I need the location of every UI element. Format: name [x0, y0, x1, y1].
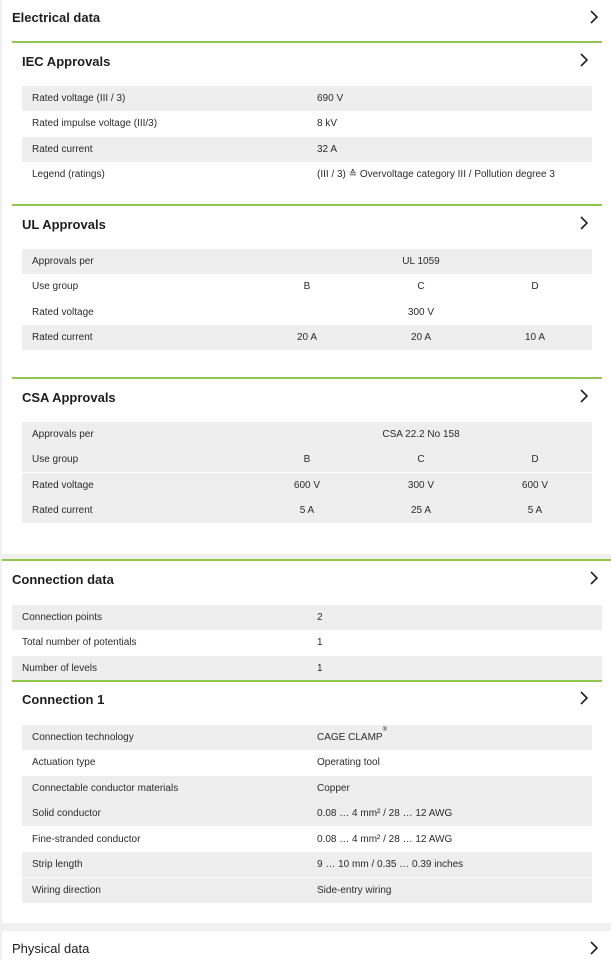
row-label: Connection points — [22, 612, 103, 623]
row-label: Rated current — [32, 505, 93, 516]
row-value: 300 V — [407, 307, 435, 318]
row-label: Strip length — [32, 859, 83, 870]
current-d: 10 A — [524, 332, 546, 343]
table-row — [12, 630, 602, 655]
row-value: UL 1059 — [402, 256, 440, 267]
row-value: 2 — [317, 612, 323, 623]
row-label: Rated voltage — [32, 480, 94, 491]
physical-data-chevron-right-icon[interactable] — [586, 940, 602, 956]
table-row — [22, 86, 592, 111]
row-value — [317, 725, 387, 750]
table-row — [22, 325, 592, 350]
table-row — [22, 878, 592, 903]
current-b: 20 A — [296, 332, 318, 343]
table-row — [22, 300, 592, 325]
current-c: 25 A — [410, 505, 432, 516]
connection-1-divider — [12, 680, 602, 682]
physical-data-section[interactable] — [2, 931, 611, 960]
row-value: 0.08 … 4 mm² / 28 … 12 AWG — [317, 808, 453, 819]
electrical-data-chevron-right-icon[interactable] — [586, 9, 602, 25]
row-label: Fine-stranded conductor — [32, 834, 141, 845]
ul-divider — [12, 204, 602, 206]
row-value: Operating tool — [317, 757, 380, 768]
row-label: Rated current — [32, 332, 93, 343]
row-value: (III / 3) ≙ Overvoltage category III / Pollution degree 3 — [317, 169, 555, 180]
current-c: 20 A — [410, 332, 432, 343]
electrical-data-section — [2, 0, 611, 554]
row-label: Approvals per — [32, 256, 94, 267]
table-row — [22, 422, 592, 447]
voltage-b: 600 V — [293, 480, 321, 491]
table-row — [22, 137, 592, 162]
table-row — [22, 111, 592, 136]
row-label: Wiring direction — [32, 885, 101, 896]
table-row — [22, 852, 592, 877]
row-value: Copper — [317, 783, 350, 794]
iec-approvals-chevron-right-icon[interactable] — [576, 52, 592, 68]
table-row — [22, 473, 592, 498]
ul-approvals-table — [22, 249, 592, 351]
ul-approvals-title: UL Approvals — [22, 217, 106, 232]
row-value: CSA 22.2 No 158 — [382, 429, 460, 440]
row-label: Connection technology — [32, 732, 134, 743]
csa-approvals-title: CSA Approvals — [22, 390, 116, 405]
row-label: Actuation type — [32, 757, 96, 768]
iec-approvals-title: IEC Approvals — [22, 54, 111, 69]
table-row — [22, 725, 592, 750]
row-value: 1 — [317, 663, 323, 674]
current-d: 5 A — [527, 505, 543, 516]
row-value: 0.08 … 4 mm² / 28 … 12 AWG — [317, 834, 453, 845]
table-row — [22, 498, 592, 523]
csa-approvals-chevron-right-icon[interactable] — [576, 388, 592, 404]
row-value: 8 kV — [317, 118, 338, 129]
row-label: Number of levels — [22, 663, 98, 674]
connection-1-title: Connection 1 — [22, 692, 105, 707]
table-row — [22, 827, 592, 852]
connection-data-section — [2, 561, 611, 923]
row-label: Approvals per — [32, 429, 94, 440]
current-b: 5 A — [299, 505, 315, 516]
table-row — [22, 776, 592, 801]
group-c: C — [417, 454, 425, 465]
row-label: Legend (ratings) — [32, 169, 105, 180]
connection-data-table — [12, 605, 602, 681]
ul-approvals-chevron-right-icon[interactable] — [576, 215, 592, 231]
iec-approvals-table — [22, 86, 592, 188]
row-label: Solid conductor — [32, 808, 101, 819]
group-b: B — [303, 281, 311, 292]
group-c: C — [417, 281, 425, 292]
row-value: Side-entry wiring — [317, 885, 392, 896]
row-label: Total number of potentials — [22, 637, 137, 648]
iec-divider — [12, 41, 602, 43]
row-value: 9 … 10 mm / 0.35 … 0.39 inches — [317, 859, 464, 870]
row-label: Use group — [32, 281, 79, 292]
table-row — [12, 605, 602, 630]
row-label: Rated voltage — [32, 307, 94, 318]
row-value: 1 — [317, 637, 323, 648]
row-value: 32 A — [317, 144, 338, 155]
table-row — [22, 274, 592, 299]
row-label: Connectable conductor materials — [32, 783, 179, 794]
connection-1-chevron-right-icon[interactable] — [576, 690, 592, 706]
technology-value: CAGE CLAMP — [317, 732, 383, 743]
registered-mark: ® — [382, 727, 387, 733]
table-row — [22, 162, 592, 187]
physical-data-title: Physical data — [12, 941, 90, 956]
voltage-d: 600 V — [521, 480, 549, 491]
csa-divider — [12, 377, 602, 379]
table-row — [22, 447, 592, 472]
connection-data-chevron-right-icon[interactable] — [586, 570, 602, 586]
group-b: B — [303, 454, 311, 465]
table-row — [22, 249, 592, 274]
table-row — [22, 801, 592, 826]
csa-approvals-table — [22, 422, 592, 524]
row-label: Rated current — [32, 144, 93, 155]
table-row — [22, 750, 592, 775]
row-label: Rated impulse voltage (III/3) — [32, 118, 158, 129]
connection-data-title: Connection data — [12, 572, 114, 587]
table-row — [12, 656, 602, 681]
electrical-data-title: Electrical data — [12, 10, 101, 25]
group-d: D — [531, 454, 539, 465]
row-label: Use group — [32, 454, 79, 465]
voltage-c: 300 V — [407, 480, 435, 491]
row-label: Rated voltage (III / 3) — [32, 93, 126, 104]
row-value: 690 V — [317, 93, 344, 104]
group-d: D — [531, 281, 539, 292]
connection-1-table — [22, 725, 592, 903]
